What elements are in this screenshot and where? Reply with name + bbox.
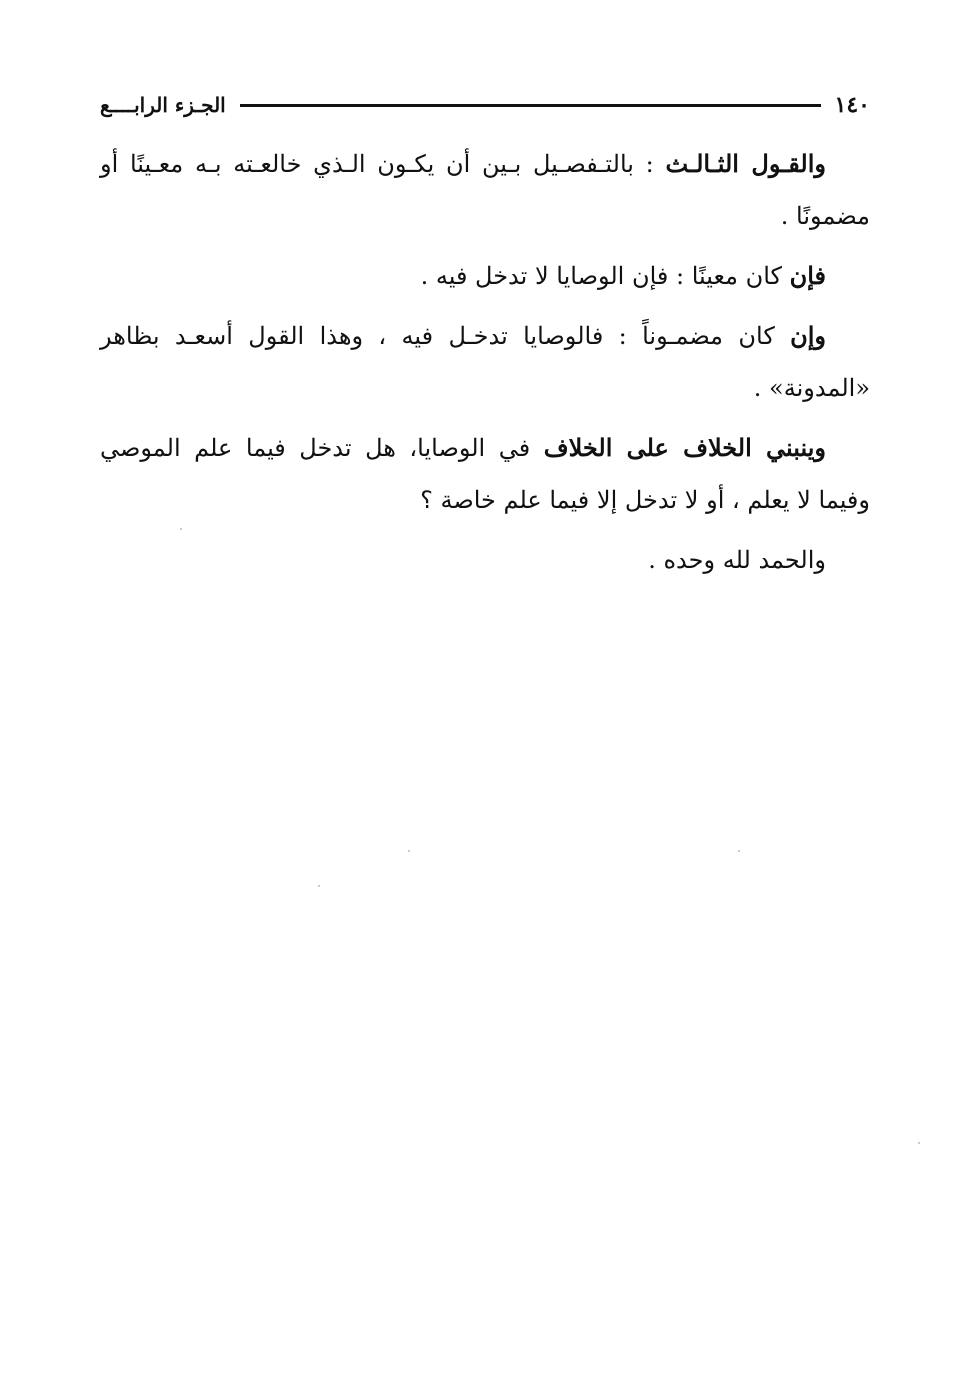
- page-number: ١٤٠: [834, 92, 870, 118]
- page-header: [100, 88, 870, 122]
- paragraph-text: كان معينًا : فإن الوصايا لا تدخل فيه .: [420, 262, 790, 290]
- paragraph-third-opinion: [100, 138, 870, 242]
- paragraph-text: في الوصايا، هل تدخل فيما علم الموصي وفيما لا يعلم ، أو لا تدخل إلا فيما علم خاصة ؟: [100, 434, 870, 514]
- paragraph-if-guaranteed: [100, 310, 870, 414]
- paragraph-text: : بالتـفصـيل بـين أن يكـون الـذي خالعـته بـه معـينًا أو مضمونًا .: [100, 150, 870, 230]
- paragraph-lead: فإن: [789, 261, 826, 290]
- scan-speck: [408, 850, 410, 852]
- scan-speck: [918, 1142, 920, 1144]
- paragraph-lead: وينبني الخلاف على الخلاف: [543, 433, 826, 462]
- paragraph-lead: وإن: [790, 321, 826, 350]
- paragraph-lead: والقـول الثـالـث: [665, 149, 826, 178]
- running-title: الجـزء الرابــــع: [100, 93, 226, 117]
- header-rule: [240, 104, 821, 107]
- paragraph-dispute-basis: [100, 422, 870, 526]
- paragraph-if-specified: [100, 250, 870, 302]
- paragraph-closing-praise: [100, 534, 870, 586]
- scan-speck: [318, 885, 320, 887]
- scan-speck: [180, 528, 182, 530]
- paragraph-text: كان مضمـوناً : فالوصايا تدخـل فيه ، وهذا القول أسعـد بظاهر «المدونة» .: [100, 322, 870, 402]
- body-text: [100, 138, 870, 594]
- scan-speck: [738, 850, 740, 852]
- paragraph-text: والحمد لله وحده .: [648, 546, 826, 574]
